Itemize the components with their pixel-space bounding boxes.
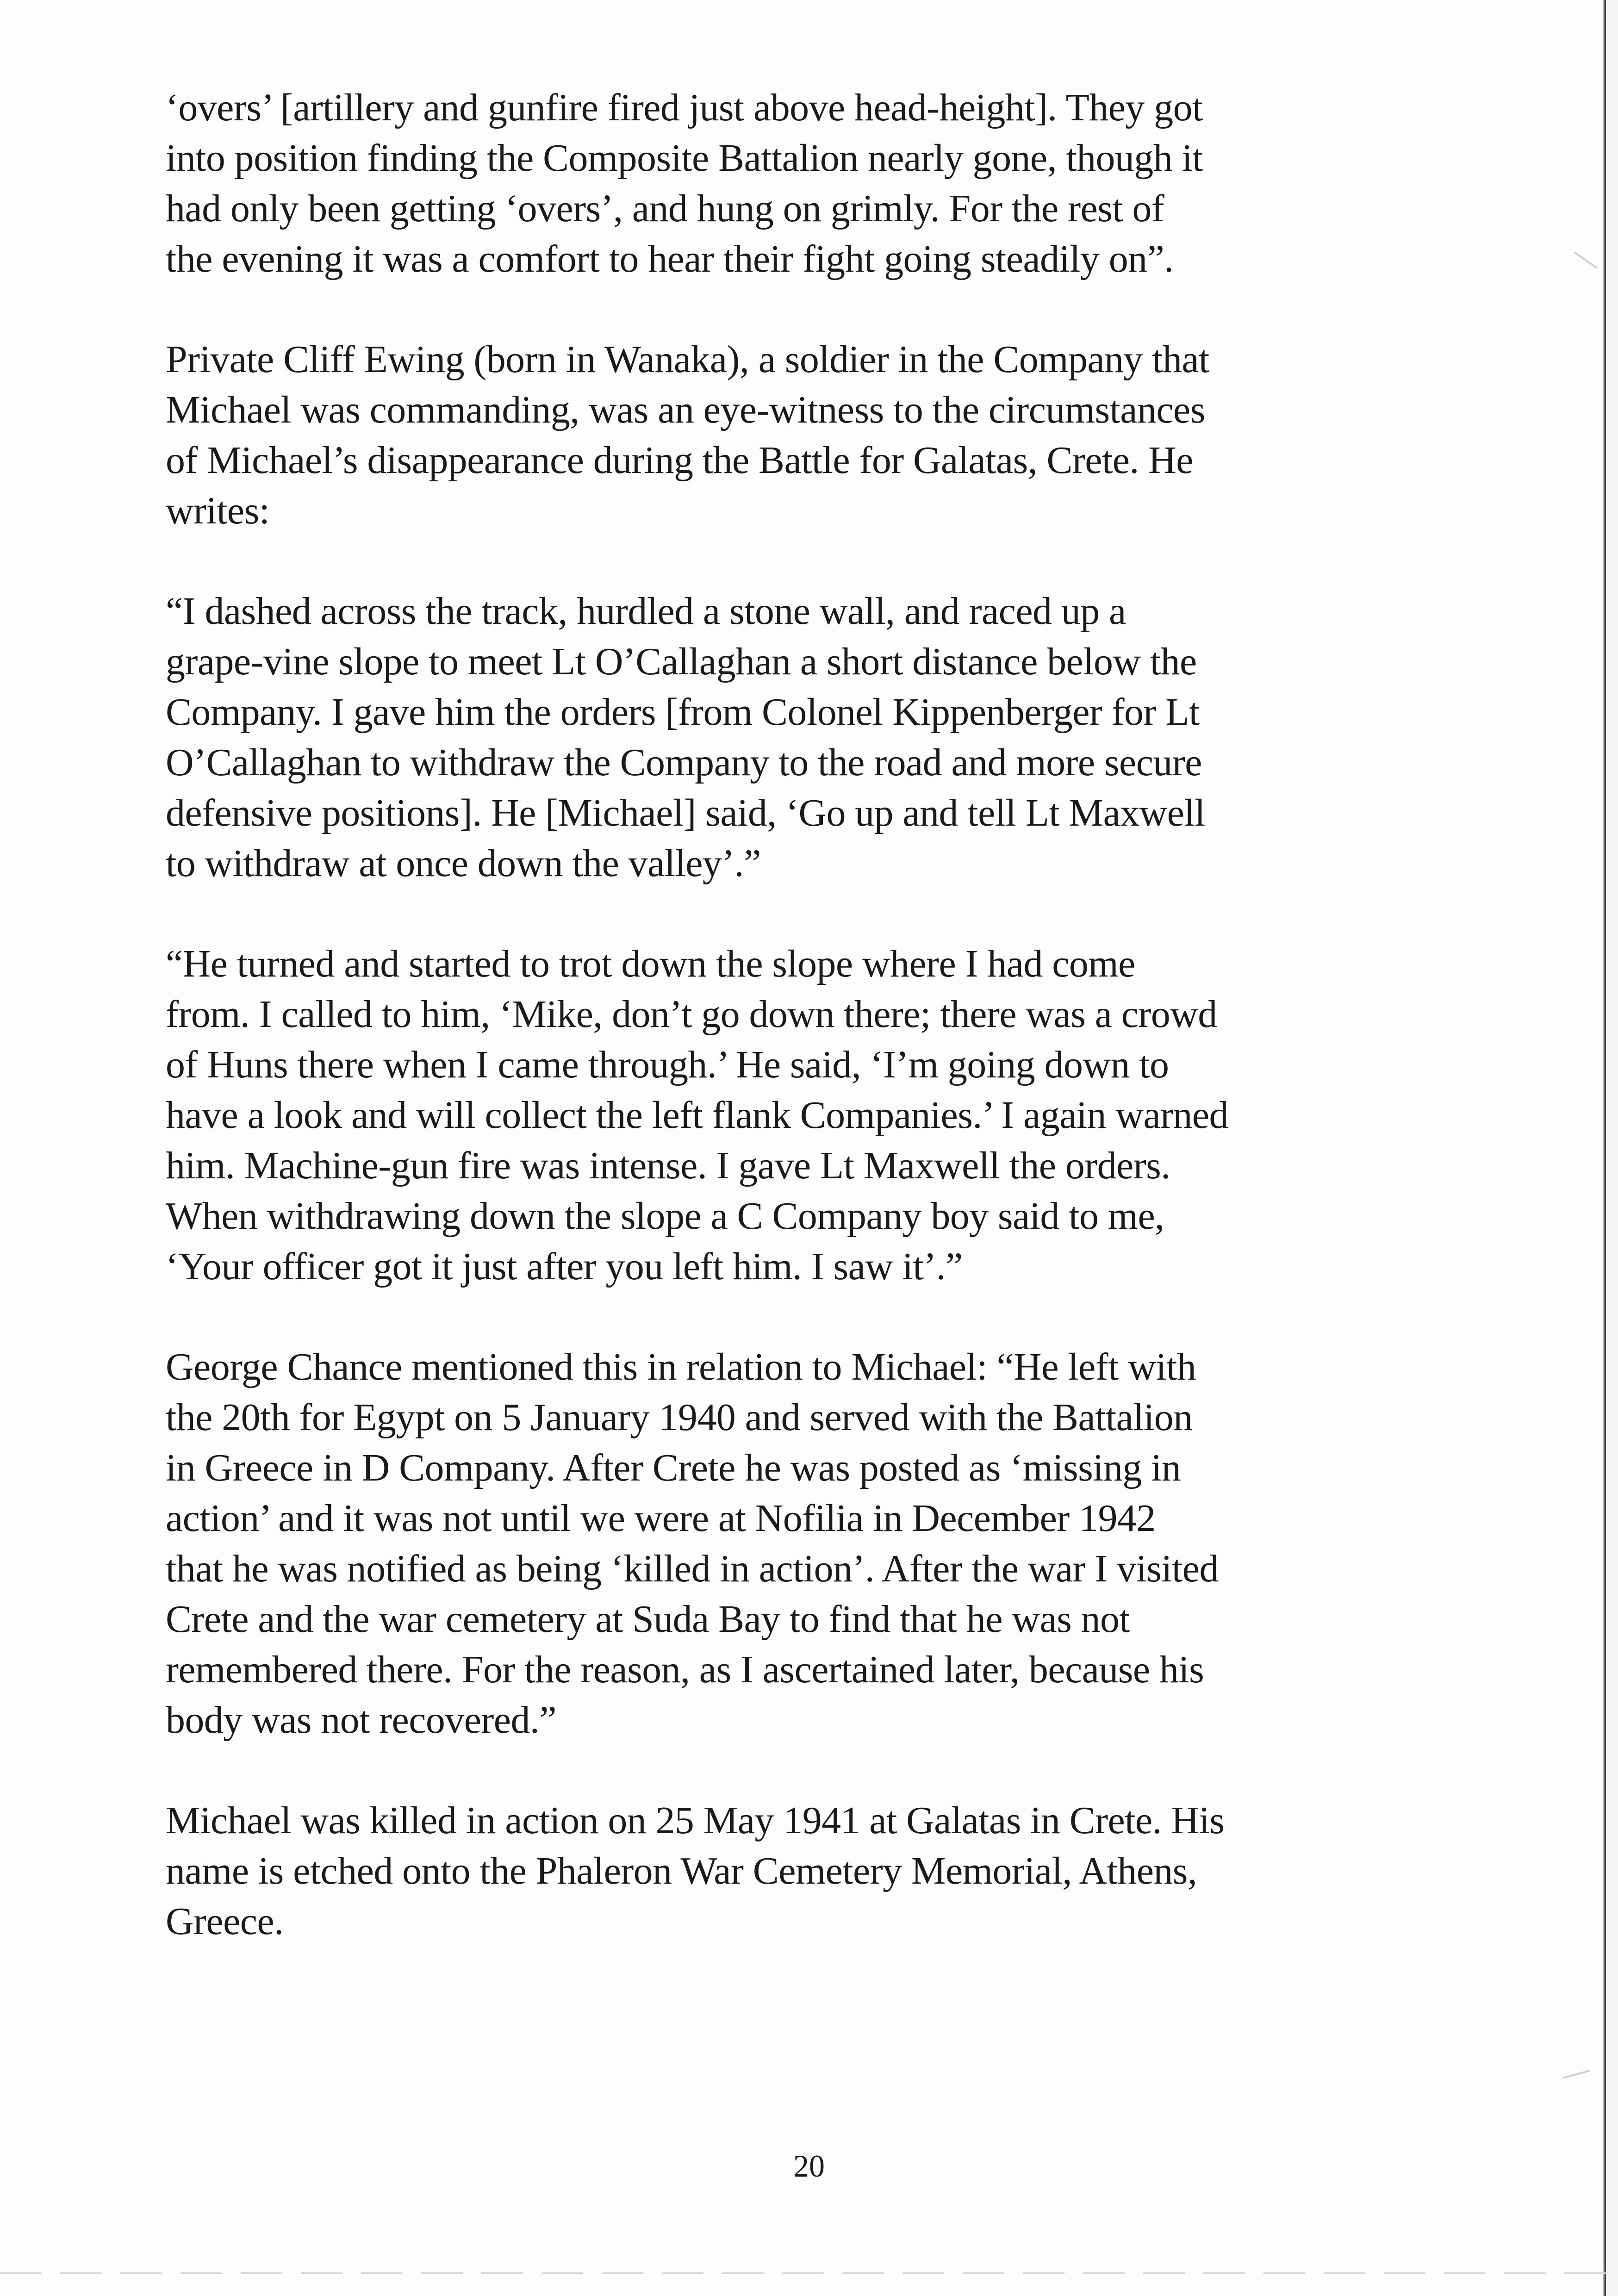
scan-bottom-edge [0, 2272, 1606, 2274]
scan-mark [1563, 2070, 1590, 2078]
page-binding-edge [1603, 0, 1606, 2296]
paragraph: Private Cliff Ewing (born in Wanaka), a soldier in the Company that Michael was commanding, was an eye-witness to the circumstances of Michael’s disappearance during the Battle for Galatas, Crete. He writes: [166, 338, 1209, 532]
paragraph: “He turned and started to trot down the slope where I had come from. I called to him, ‘Mike, don’t go down there; there was a crowd of Huns there when I came through.’ He said, ‘I’m going down to have a look and will collect the left flank Companies.’ I again warned him. Machine-gun fire was intense. I gave Lt Maxwell the orders. When withdrawing down the slope a C Company boy said to me, ‘Your officer got it just after you left him. I saw it’.” [166, 942, 1228, 1288]
paragraph: George Chance mentioned this in relation to Michael: “He left with the 20th for Egypt on 5 January 1940 and served with the Battalion in Greece in D Company. After Crete he was posted as ‘missing in action’ and it was not until we were at Nofilia in December 1942 that he was notified as being ‘killed in action’. After the war I visited Crete and the war cemetery at Suda Bay to find that he was not remembered there. For the reason, as I ascertained later, because his body was not recovered.” [166, 1345, 1219, 1742]
paragraph: Michael was killed in action on 25 May 1941 at Galatas in Crete. His name is etched onto the Phaleron War Cemetery Memorial, Athens, Greece. [166, 1799, 1225, 1943]
page-number: 20 [793, 2148, 825, 2184]
scan-mark [1574, 251, 1597, 269]
paragraph: “I dashed across the track, hurdled a stone wall, and raced up a grape-vine slope to meet Lt O’Callaghan a short distance below the Company. I gave him the orders [from Colonel Kippenberger for Lt O’Callaghan to withdraw the Company to the road and more secure defensive positions]. He [Michael] said, ‘Go up and tell Lt Maxwell to withdraw at once down the valley’.” [166, 590, 1205, 885]
paragraph: ‘overs’ [artillery and gunfire fired just above head-height]. They got into position finding the Composite Battalion nearly gone, though it had only been getting ‘overs’, and hung on grimly. For the rest of the evening it was a comfort to hear their fight going steadily on”. [166, 86, 1203, 280]
page-edge-shadow [1606, 0, 1618, 2296]
body-text [166, 82, 1425, 1997]
